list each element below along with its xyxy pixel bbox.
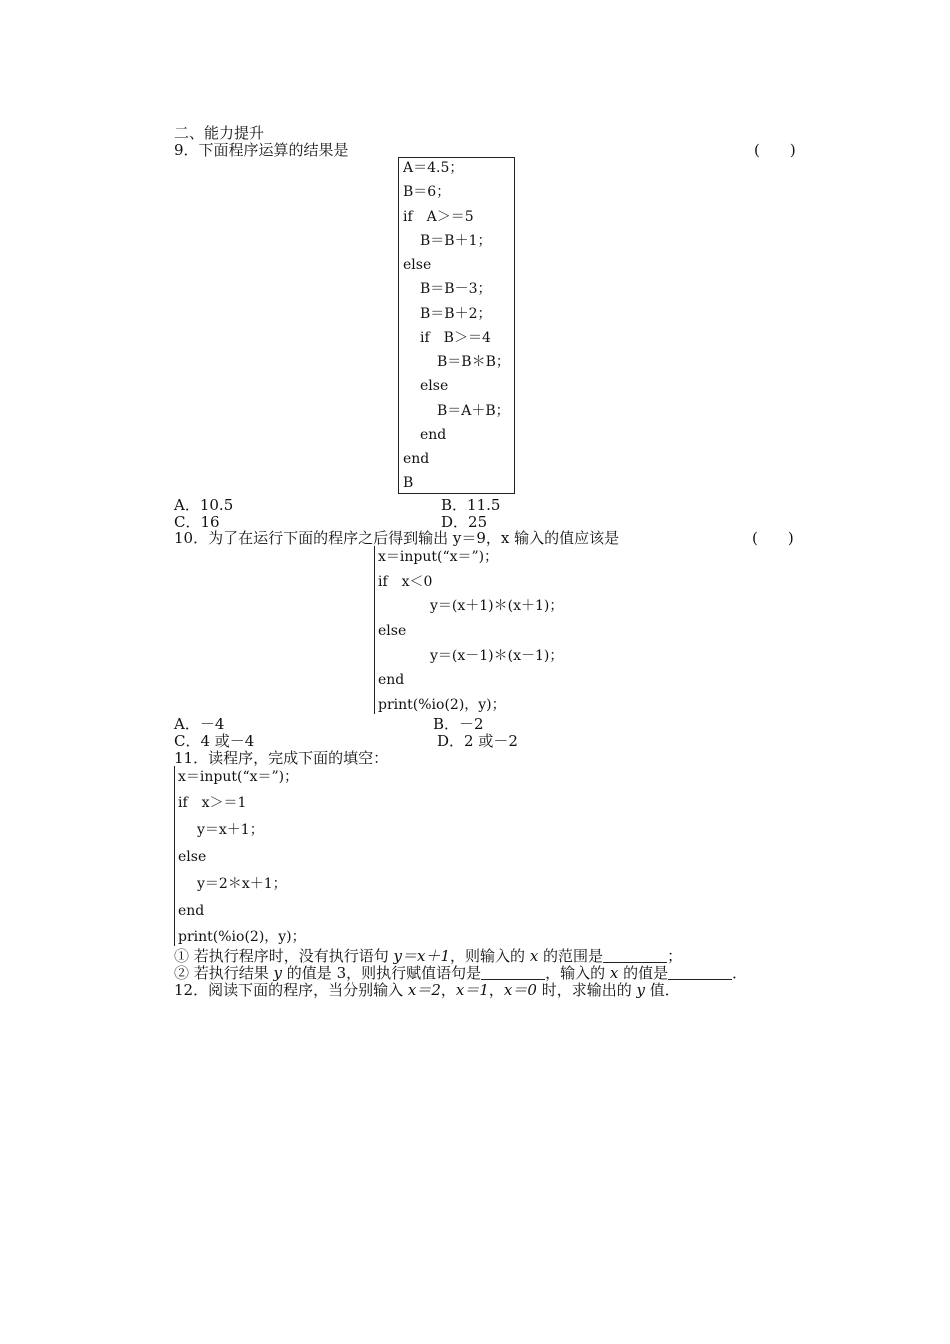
- q10-code-line: end: [378, 672, 405, 688]
- q11-fill-2-post: 的值是: [618, 964, 669, 982]
- q11-code-line: y＝2＊x＋1；: [197, 876, 287, 892]
- q12-sep-2: ，: [488, 981, 504, 999]
- q10-code-line: if x＜0: [378, 574, 433, 590]
- q11-fill-1-pre: ① 若执行程序时，没有执行语句: [174, 947, 394, 965]
- q9-code-line: B＝B＋2；: [420, 306, 492, 322]
- q12-mid: 时，求输出的: [536, 981, 637, 999]
- answer-blank[interactable]: [481, 965, 545, 980]
- q10-code-line: else: [378, 623, 407, 639]
- q9-code-line: B＝B＋1；: [420, 233, 492, 249]
- q9-option-d: D．25: [441, 513, 488, 531]
- q11-stem: 11．读程序，完成下面的填空：: [174, 749, 389, 767]
- q9-code-line: if B＞＝4: [420, 330, 491, 346]
- q12-pre: 12．阅读下面的程序，当分别输入: [174, 981, 408, 999]
- q10-option-c: C．4 或－4: [174, 732, 255, 750]
- q10-code-line: x＝input(“x＝”)；: [378, 549, 499, 565]
- q10-code-bar: [374, 546, 375, 714]
- q12-value-1: x＝2: [407, 981, 441, 999]
- q11-fill-1-mid: ，则输入的: [450, 947, 530, 965]
- q9-option-c: C．16: [174, 513, 220, 531]
- q11-fill-2-var2: x: [609, 964, 619, 982]
- q11-fill-2-end: ．: [732, 964, 748, 982]
- q10-stem: 10．为了在运行下面的程序之后得到输出 y＝9，x 输入的值应该是: [174, 529, 620, 547]
- q11-fill-1-post: 的范围是: [538, 947, 604, 965]
- q9-code-line: B＝A＋B；: [437, 403, 510, 419]
- q9-code-line: else: [403, 257, 432, 273]
- q9-code-line: B: [403, 475, 414, 491]
- q11-code-line: y＝x＋1；: [197, 822, 264, 838]
- q10-option-a: A．－4: [174, 715, 225, 733]
- q9-code-line: B＝6；: [403, 184, 451, 200]
- q11-code-line: else: [178, 849, 207, 865]
- q12-var: y: [636, 981, 645, 999]
- answer-blank[interactable]: [668, 965, 732, 980]
- q11-fill-2: [174, 964, 747, 982]
- q11-fill-1-var: x: [529, 947, 539, 965]
- q10-code-line: y＝(x－1)＊(x－1)；: [430, 648, 564, 664]
- q11-fill-2-mid2: ，输入的: [545, 964, 610, 982]
- q11-code-bar: [174, 766, 175, 946]
- q9-option-b: B．11.5: [441, 496, 501, 514]
- q12-post: 值．: [644, 981, 680, 999]
- q11-code-line: if x＞＝1: [178, 795, 247, 811]
- q11-code-line: print(%io(2)，y)；: [178, 929, 306, 945]
- q9-option-a: A．10.5: [174, 496, 234, 514]
- q9-code-line: end: [403, 451, 430, 467]
- q12-stem: [174, 981, 680, 999]
- q11-code-line: x＝input(“x＝”)；: [178, 769, 299, 785]
- q11-fill-1: [174, 947, 682, 965]
- section-title: 二、能力提升: [174, 124, 265, 142]
- q11-fill-2-pre: ② 若执行结果: [174, 964, 274, 982]
- q10-option-d: D．2 或－2: [437, 732, 518, 750]
- q9-code-line: end: [420, 427, 447, 443]
- q11-fill-2-var: y: [273, 964, 283, 982]
- q10-code-line: print(%io(2)，y)；: [378, 697, 506, 713]
- q10-answer-paren: ( ): [752, 529, 794, 547]
- q9-answer-paren: ( ): [754, 141, 796, 159]
- q9-stem: 9．下面程序运算的结果是: [174, 141, 349, 159]
- q9-code-line: if A＞＝5: [403, 209, 474, 225]
- q9-code-line: B＝B－3；: [420, 281, 492, 297]
- q12-value-2: x＝1: [455, 981, 489, 999]
- q10-option-b: B．－2: [433, 715, 484, 733]
- q11-fill-1-expr: y＝x＋1: [393, 947, 451, 965]
- q11-fill-2-mid: 的值是 3，则执行赋值语句是: [282, 964, 482, 982]
- q11-code-line: end: [178, 903, 205, 919]
- q9-code-line: else: [420, 378, 449, 394]
- q9-code-line: A＝4.5；: [403, 160, 464, 176]
- answer-blank[interactable]: [603, 948, 667, 963]
- q12-value-3: x＝0: [503, 981, 537, 999]
- q9-code-line: B＝B＊B；: [437, 354, 510, 370]
- q10-code-line: y＝(x＋1)＊(x＋1)；: [430, 598, 564, 614]
- q11-fill-1-end: ；: [667, 947, 683, 965]
- q12-sep-1: ，: [440, 981, 456, 999]
